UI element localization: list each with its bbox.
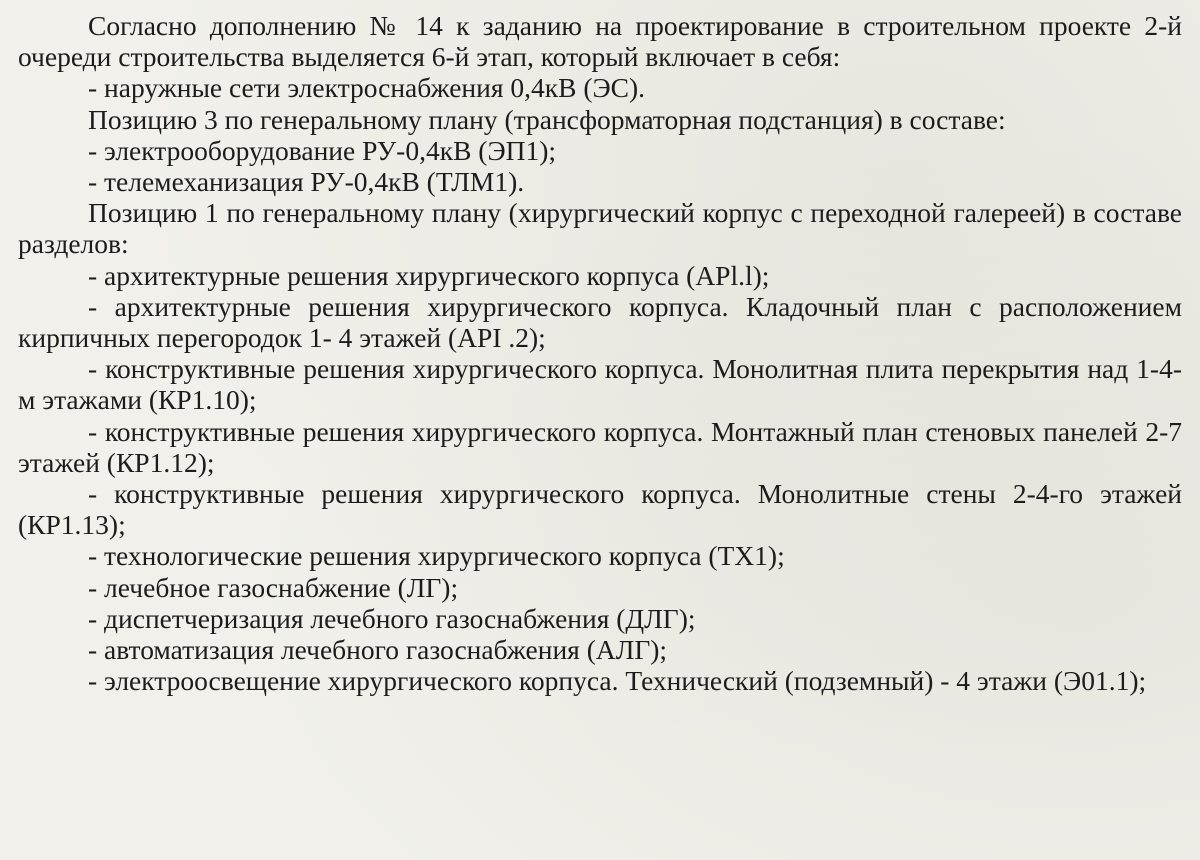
list-item-eo1-1: - электроосвещение хирургического корпуса. Технический (подземный) - 4 этажи (Э01.1); xyxy=(88,665,1147,697)
list-item-tlm1: - телемеханизация РУ-0,4кВ (ТЛМ1). xyxy=(88,166,525,198)
list-item-alg: - автоматизация лечебного газоснабжения (АЛГ); xyxy=(88,634,668,666)
list-item-es: - наружные сети электроснабжения 0,4кВ (ЭС). xyxy=(88,72,646,104)
list-item-ar1-1: - архитектурные решения хирургического корпуса (АPl.l); xyxy=(88,259,770,291)
list-item-dlg: - диспетчеризация лечебного газоснабжения (ДЛГ); xyxy=(88,602,696,634)
list-item-kr1-10: - конструктивные решения хирургического корпуса. Монолитная плита перекрытия над 1-4-м этажами (КР1.10); xyxy=(18,353,1182,416)
list-item-ar1-2: - архитектурные решения хирургического корпуса. Кладочный план с расположением кирпичных перегородок 1- 4 этажей (АPI .2); xyxy=(18,290,1182,354)
list-item-ep1: - электрооборудование РУ-0,4кВ (ЭП1); xyxy=(88,134,557,166)
list-item-kr1-13: - конструктивные решения хирургического корпуса. Монолитные стены 2-4-го этажей (КР1.13); xyxy=(18,478,1182,541)
list-item-tx1: - технологические решения хирургического корпуса (ТХ1); xyxy=(88,540,785,572)
document-page xyxy=(18,10,1182,696)
paragraph-position-3: Позицию 3 по генеральному плану (трансформаторная подстанция) в составе: xyxy=(88,103,1006,135)
list-item-lg: - лечебное газоснабжение (ЛГ); xyxy=(88,571,459,603)
paragraph-position-1: Позицию 1 по генеральному плану (хирургический корпус с переходной галереей) в составе разделов: xyxy=(18,197,1182,260)
list-item-kr1-12: - конструктивные решения хирургического корпуса. Монтажный план стеновых панелей 2-7 этажей (КР1.12); xyxy=(18,415,1182,478)
paragraph-intro: Согласно дополнению № 14 к заданию на проектирование в строительном проекте 2-й очереди строительства выделяется 6-й этап, который включает в себя: xyxy=(18,10,1182,73)
